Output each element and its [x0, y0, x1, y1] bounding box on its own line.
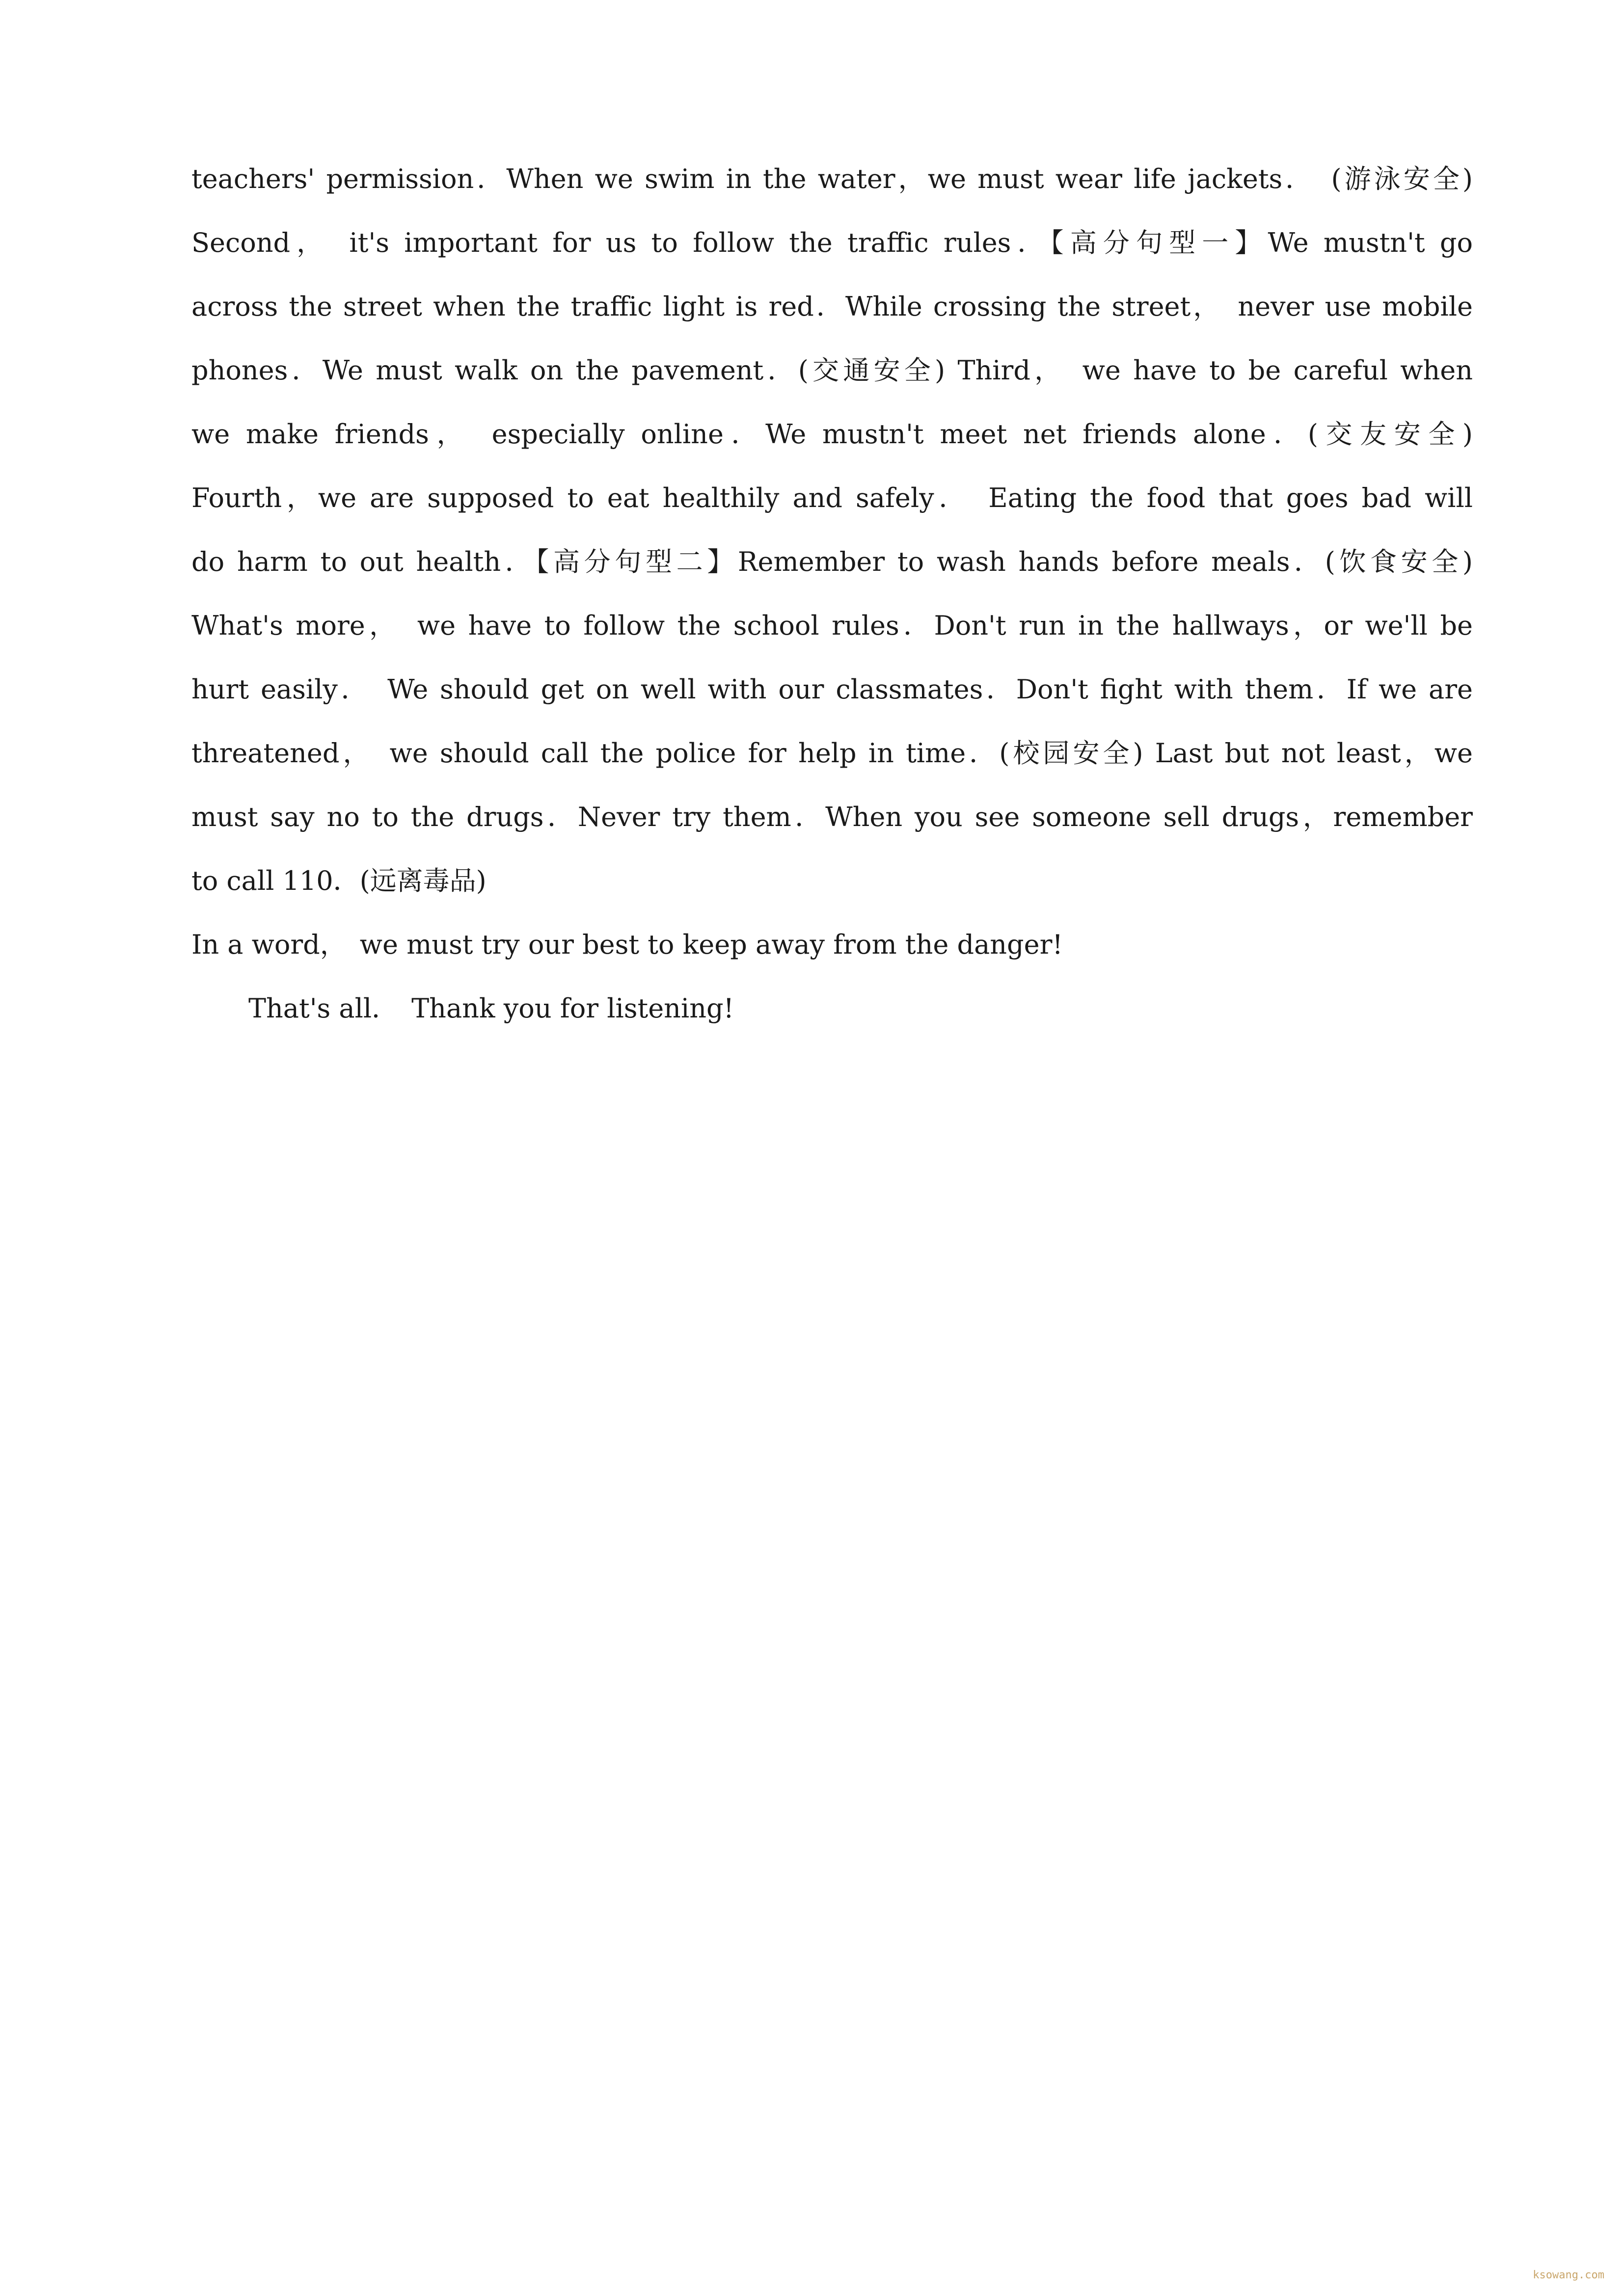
document-body: [191, 147, 1473, 1041]
watermark-text: ksowang.com: [1533, 2269, 1604, 2281]
text-line-3: across the street when the traffic light is red．While crossing the street， never use mobile: [191, 291, 1473, 322]
text-line-10: threatened， we should call the police for help in time．(校园安全) Last but not least，we: [191, 738, 1473, 769]
text-line-4: phones．We must walk on the pavement．(交通安全) Third， we have to be careful when: [191, 355, 1473, 386]
text-line-6: Fourth，we are supposed to eat healthily and safely． Eating the food that goes bad will: [191, 482, 1473, 513]
text-line-2: Second， it's important for us to follow the traffic rules．【高分句型一】We mustn't go: [191, 227, 1473, 258]
text-line-8: What's more， we have to follow the school rules．Don't run in the hallways，or we'll be: [191, 610, 1473, 641]
text-line-7: do harm to out health．【高分句型二】Remember to wash hands before meals．(饮食安全): [191, 546, 1473, 577]
text-line-11: must say no to the drugs．Never try them．When you see someone sell drugs，remember: [191, 801, 1473, 832]
text-line-14: That's all． Thank you for listening!: [248, 993, 734, 1024]
text-line-12: to call 110．(远离毒品): [191, 865, 487, 896]
text-line-9: hurt easily． We should get on well with our classmates．Don't fight with them．If we are: [191, 674, 1473, 705]
text-line-5: we make friends， especially online．We mustn't meet net friends alone．(交友安全): [191, 419, 1473, 450]
text-line-13: In a word， we must try our best to keep away from the danger!: [191, 929, 1063, 960]
text-line-1: teachers' permission．When we swim in the water，we must wear life jackets． (游泳安全): [191, 163, 1473, 194]
